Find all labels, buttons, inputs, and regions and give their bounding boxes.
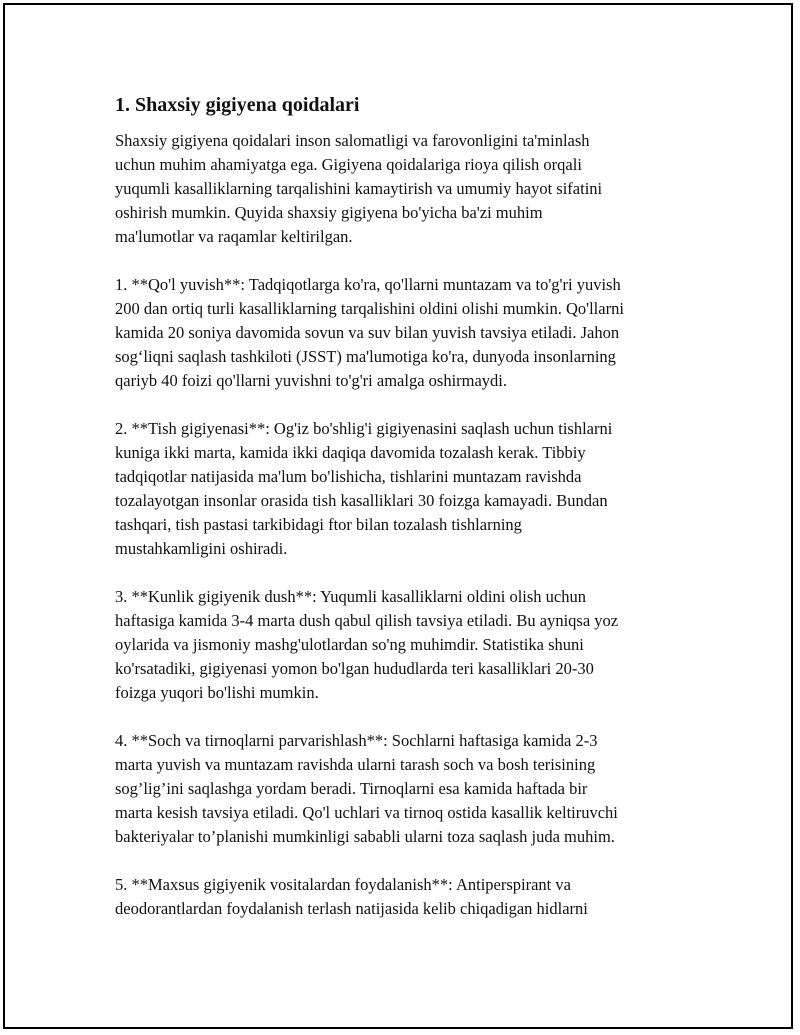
document-body xyxy=(115,92,695,945)
paragraph-intro: Shaxsiy gigiyena qoidalari inson salomatligi va farovonligini ta'minlash uchun muhim ahamiyatga ega. Gigiyena qoidalariga rioya qilish orqali yuqumli kasalliklarning tarqalishini kamaytirish va umumiy hayot sifatini oshirish mumkin. Quyida shaxsiy gigiyena bo'yicha ba'zi muhim ma'lumotlar va raqamlar keltirilgan. xyxy=(115,131,603,246)
paragraph-hair-nails: 4. **Soch va tirnoqlarni parvarishlash**: Sochlarni haftasiga kamida 2-3 marta yuvish va muntazam ravishda ularni tarash soch va bosh terisining sog’lig’ini saqlashga yordam beradi. Tirnoqlarni esa kamida haftada bir marta kesish tavsiya etiladi. Qo'l uchlari va tirnoq ostida kasallik keltiruvchi bakteriyalar to’planishi mumkinligi sababli ularni toza saqlash juda muhim. xyxy=(115,731,618,846)
paragraph-hygiene-products: 5. **Maxsus gigiyenik vositalardan foydalanish**: Antiperspirant va deodorantlardan foydalanish terlash natijasida kelib chiqadigan hidlarni xyxy=(115,875,588,918)
paragraph-daily-shower: 3. **Kunlik gigiyenik dush**: Yuqumli kasalliklarni oldini olish uchun haftasiga kamida 3-4 marta dush qabul qilish tavsiya etiladi. Bu ayniqsa yoz oylarida va jismoniy mashg'ulotlardan so'ng muhimdir. Statistika shuni ko'rsatadiki, gigiyenasi yomon bo'lgan hududlarda teri kasalliklari 20-30 foizga yuqori bo'lishi mumkin. xyxy=(115,587,619,702)
document-title: 1. Shaxsiy gigiyena qoidalari xyxy=(115,94,360,116)
paragraph-dental-hygiene: 2. **Tish gigiyenasi**: Og'iz bo'shlig'i gigiyenasini saqlash uchun tishlarni kuniga ikki marta, kamida ikki daqiqa davomida tozalash kerak. Tibbiy tadqiqotlar natijasida ma'lum bo'lishicha, tishlarini muntazam ravishda tozalayotgan insonlar orasida tish kasalliklari 30 foizga kamayadi. Bundan tashqari, tish pastasi tarkibidagi ftor bilan tozalash tishlarning mustahkamligini oshiradi. xyxy=(115,419,613,558)
paragraph-hand-washing: 1. **Qo'l yuvish**: Tadqiqotlarga ko'ra, qo'llarni muntazam va to'g'ri yuvish 200 dan ortiq turli kasalliklarning tarqalishini oldini olishi mumkin. Qo'llarni kamida 20 soniya davomida sovun va suv bilan yuvish tavsiya etiladi. Jahon sog‘liqni saqlash tashkiloti (JSST) ma'lumotiga ko'ra, dunyoda insonlarning qariyb 40 foizi qo'llarni yuvishni to'g'ri amalga oshirmaydi. xyxy=(115,275,624,390)
